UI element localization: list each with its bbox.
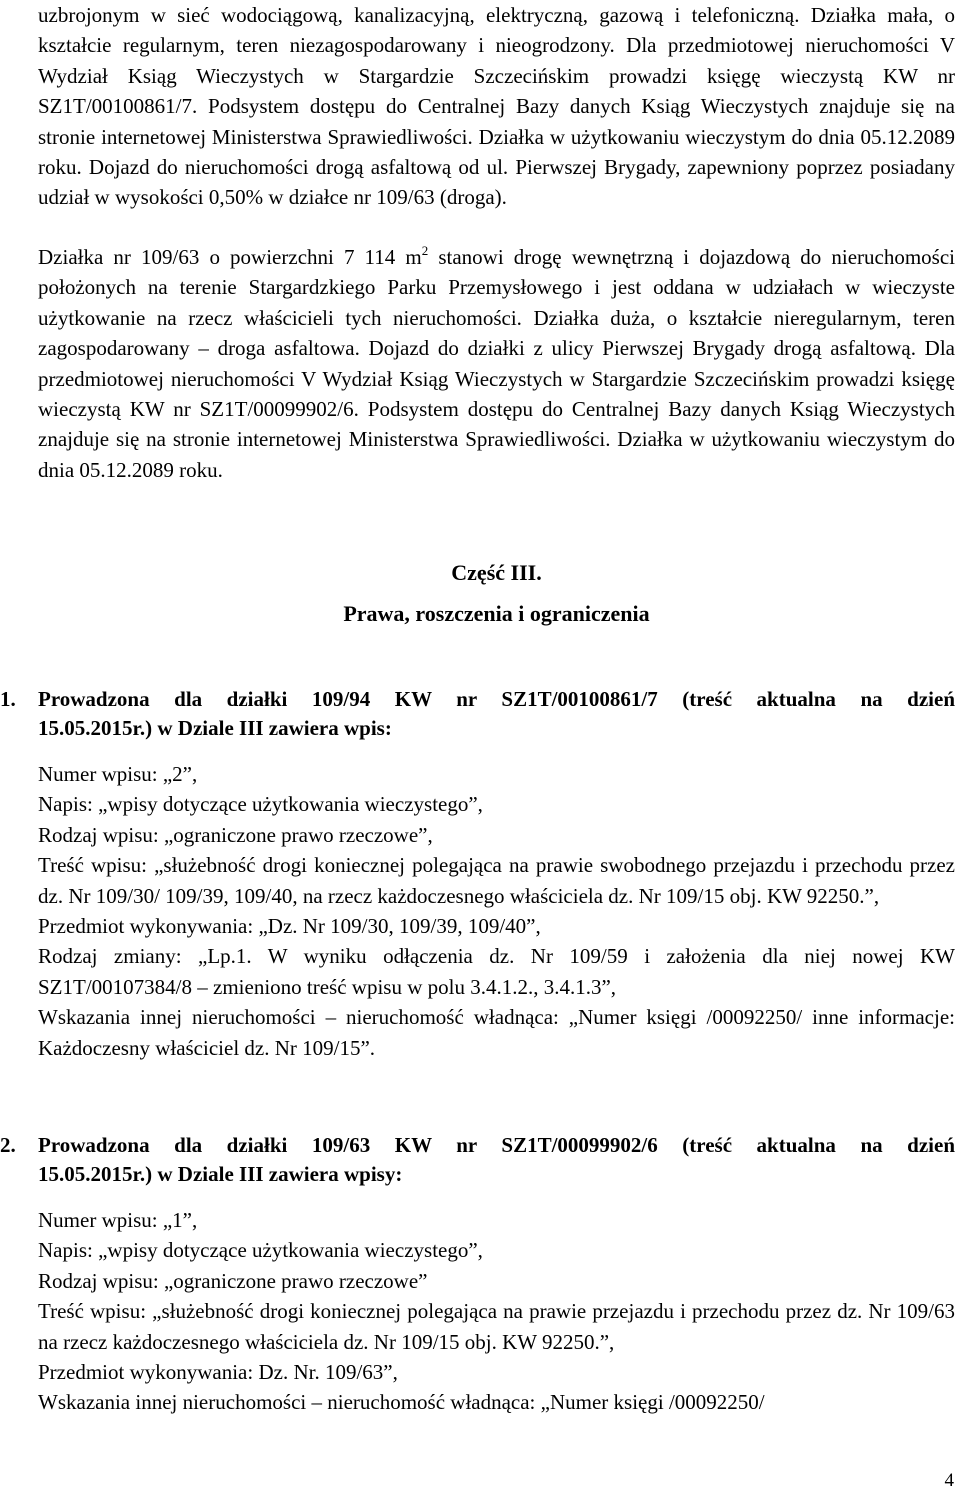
- section-1-heading-line2: 15.05.2015r.) w Dziale III zawiera wpis:: [38, 716, 392, 740]
- entry-line: Przedmiot wykonywania: „Dz. Nr 109/30, 109/39, 109/40”,: [38, 914, 541, 939]
- entry-line: Rodzaj wpisu: „ograniczone prawo rzeczowe”,: [38, 822, 433, 847]
- section-2-entries: [38, 1205, 955, 1418]
- part-title: Część III.: [451, 560, 542, 585]
- entry-line: Rodzaj wpisu: „ograniczone prawo rzeczowe”: [38, 1268, 428, 1293]
- entry-line: Przedmiot wykonywania: Dz. Nr. 109/63”,: [38, 1360, 398, 1385]
- section-1-entries: [38, 759, 955, 1063]
- part-subtitle: Prawa, roszczenia i ograniczenia: [343, 601, 650, 626]
- section-1-heading: [0, 685, 955, 743]
- entry-line: Napis: „wpisy dotyczące użytkowania wieczystego”,: [38, 1238, 483, 1263]
- section-2-heading-line2: 15.05.2015r.) w Dziale III zawiera wpisy:: [38, 1162, 403, 1186]
- entry-line: Wskazania innej nieruchomości – nieruchomość władnąca: „Numer księgi /00092250/: [38, 1390, 765, 1415]
- entry-line: Rodzaj zmiany: „Lp.1. W wyniku odłączenia dz. Nr 109/59 i założenia dla niej nowej KW SZ1T/00107384/8 – zmieniono treść wpisu w polu 3.4.1.2., 3.4.1.3”,: [38, 944, 955, 999]
- intro-paragraph: uzbrojonym w sieć wodociągową, kanalizacyjną, elektryczną, gazową i telefoniczną. Działka mała, o kształcie regularnym, teren niezagospodarowany i nieogrodzony. Dla przedmiotowej nieruchomości V Wydział Ksiąg Wieczystych w Stargardzie Szczecińskim prowadzi księgę wieczystą KW nr SZ1T/00100861/7. Podsystem dostępu do Centralnej Bazy danych Ksiąg Wieczystych znajduje się na stronie internetowej Ministerstwa Sprawiedliwości. Działka w użytkowaniu wieczystym do dnia 05.12.2089 roku. Dojazd do nieruchomości drogą asfaltową od ul. Pierwszej Brygady, zapewniony poprzez posiadany udział w wysokości 0,50% w działce nr 109/63 (droga).: [38, 3, 955, 210]
- section-1-number: 1.: [0, 687, 16, 711]
- entry-line: Numer wpisu: „2”,: [38, 762, 198, 786]
- entry-line: Numer wpisu: „1”,: [38, 1208, 198, 1232]
- entry-line: Wskazania innej nieruchomości – nieruchomość władnąca: „Numer księgi /00092250/ inne informacje: Każdoczesny właściciel dz. Nr 109/15”.: [38, 1005, 955, 1060]
- entry-line: Napis: „wpisy dotyczące użytkowania wieczystego”,: [38, 792, 483, 817]
- plot-paragraph-rest: stanowi drogę wewnętrzną i dojazdową do nieruchomości położonych na terenie Stargardzkiego Parku Przemysłowego i jest oddana w udziałach w wieczyste użytkowanie na rzecz właścicieli tych nieruchomości. Działka duża, o kształcie nieregularnym, teren zagospodarowany – droga asfaltowa. Dojazd do działki z ulicy Pierwszej Brygady drogą asfaltową. Dla przedmiotowej nieruchomości V Wydział Ksiąg Wieczystych w Stargardzie Szczecińskim prowadzi księgę wieczystą KW nr SZ1T/00099902/6. Podsystem dostępu do Centralnej Bazy danych Ksiąg Wieczystych znajduje się na stronie internetowej Ministerstwa Sprawiedliwości. Działka w użytkowaniu wieczystym do dnia 05.12.2089 roku.: [38, 245, 955, 482]
- plot-109-63-paragraph: [38, 242, 955, 485]
- entry-line: Treść wpisu: „służebność drogi koniecznej polegająca na prawie swobodnego przejazdu i przechodu przez dz. Nr 109/30/ 109/39, 109/40, na rzecz każdoczesnego właściciela dz. Nr 109/15 obj. KW 92250.”,: [38, 853, 955, 908]
- entry-line: Treść wpisu: „służebność drogi koniecznej polegająca na prawie przejazdu i przechodu przez dz. Nr 109/63 na rzecz każdoczesnego właściciela dz. Nr 109/15 obj. KW 92250.”,: [38, 1299, 955, 1354]
- section-2-heading-line1: Prowadzona dla działki 109/63 KW nr SZ1T/00099902/6 (treść aktualna na dzień: [38, 1133, 955, 1157]
- area-unit-superscript: 2: [421, 243, 429, 258]
- section-1-heading-line1: Prowadzona dla działki 109/94 KW nr SZ1T/00100861/7 (treść aktualna na dzień: [38, 687, 955, 711]
- section-2-heading: [0, 1131, 955, 1189]
- section-2-number: 2.: [0, 1133, 16, 1157]
- plot-paragraph-start: Działka nr 109/63 o powierzchni 7 114 m: [38, 245, 422, 269]
- page-number: 4: [944, 1470, 954, 1491]
